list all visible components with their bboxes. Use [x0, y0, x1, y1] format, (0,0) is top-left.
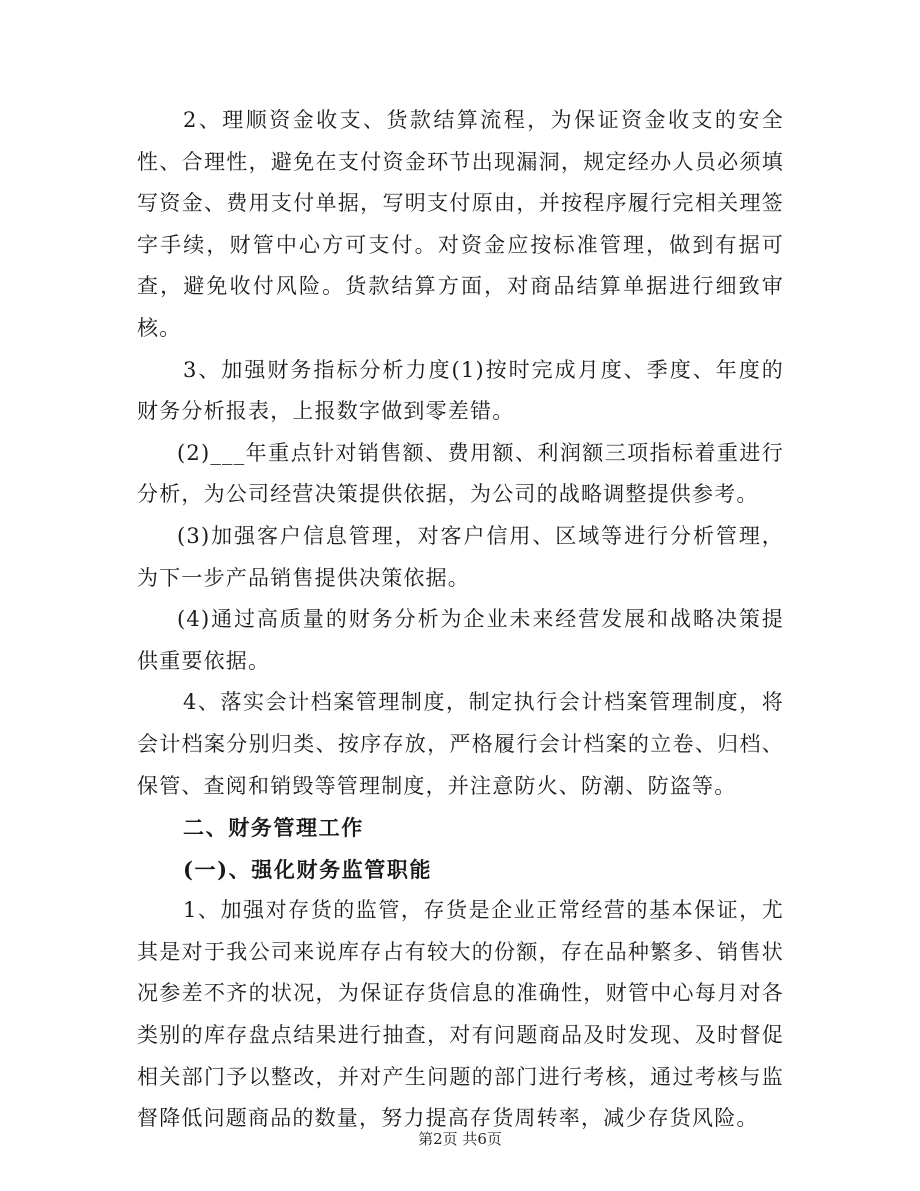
- paragraph-fund-settlement: 2、理顺资金收支、货款结算流程，为保证资金收支的安全性、合理性，避免在支付资金环节出现漏洞，规定经办人员必须填写资金、费用支付单据，写明支付原由，并按程序履行完相关理签字手续，财管中心方可支付。对资金应按标准管理，做到有据可查，避免收付风险。货款结算方面，对商品结算单据进行细致审核。: [137, 108, 784, 340]
- section-heading: 二、财务管理工作: [183, 815, 364, 841]
- paragraph-inventory-supervision: 1、加强对存货的监管，存货是企业正常经营的基本保证，尤其是对于我公司来说库存占有较大的份额，存在品种繁多、销售状况参差不齐的状况，为保证存货信息的准确性，财管中心每月对各类别的库存盘点结果进行抽查，对有问题商品及时发现、及时督促相关部门予以整改，并对产生问题的部门进行考核，通过考核与监督降低问题商品的数量，努力提高存货周转率，减少存货风险。: [137, 898, 784, 1131]
- paragraph-analysis-item-2: (2)___年重点针对销售额、费用额、利润额三项指标着重进行分析，为公司经营决策提供依据，为公司的战略调整提供参考。: [137, 440, 784, 507]
- document-body: [137, 100, 784, 1140]
- paragraph-financial-analysis: 3、加强财务指标分析力度(1)按时完成月度、季度、年度的财务分析报表，上报数字做到零差错。: [137, 357, 784, 424]
- page-number: 第2页 共6页: [418, 1130, 502, 1148]
- paragraph-analysis-item-3: (3)加强客户信息管理，对客户信用、区域等进行分析管理，为下一步产品销售提供决策依据。: [137, 523, 784, 590]
- subsection-heading: (一)、强化财务监管职能: [183, 856, 433, 882]
- paragraph-archive-management: 4、落实会计档案管理制度，制定执行会计档案管理制度，将会计档案分别归类、按序存放，严格履行会计档案的立卷、归档、保管、查阅和销毁等管理制度，并注意防火、防潮、防盗等。: [137, 690, 784, 798]
- paragraph-analysis-item-4: (4)通过高质量的财务分析为企业未来经营发展和战略决策提供重要依据。: [137, 607, 784, 673]
